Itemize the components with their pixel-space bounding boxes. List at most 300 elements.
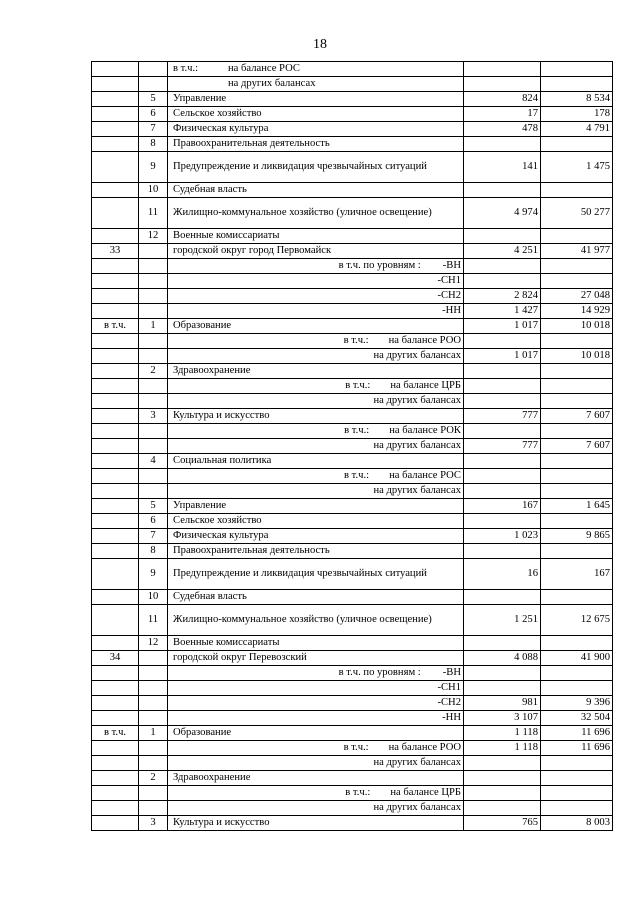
table-row — [92, 122, 613, 137]
row-group-cell: в т.ч. — [92, 726, 139, 741]
table-row — [92, 499, 613, 514]
value-cell-2 — [541, 484, 613, 499]
table-row — [92, 334, 613, 349]
row-group-cell — [92, 439, 139, 454]
value-cell-1 — [464, 229, 541, 244]
row-group-cell — [92, 711, 139, 726]
row-label: на балансе ЦРБ — [390, 787, 461, 798]
row-label-cell — [168, 183, 464, 198]
row-label: Культура и искусство — [173, 817, 270, 828]
row-label-cell — [168, 62, 464, 77]
row-group-cell — [92, 816, 139, 831]
row-label: Сельское хозяйство — [173, 108, 262, 119]
value-cell-2 — [541, 544, 613, 559]
value-cell-2 — [541, 786, 613, 801]
row-group-cell — [92, 274, 139, 289]
row-number-cell — [139, 259, 168, 274]
row-group-cell — [92, 484, 139, 499]
value-cell-2: 11 696 — [541, 741, 613, 756]
row-label: на других балансах — [373, 440, 461, 451]
row-number-cell: 9 — [139, 152, 168, 183]
row-number-cell: 2 — [139, 364, 168, 379]
value-cell-1 — [464, 454, 541, 469]
row-label: -СН2 — [437, 290, 461, 301]
row-group-cell — [92, 514, 139, 529]
table-row — [92, 484, 613, 499]
table-row — [92, 756, 613, 771]
table-row — [92, 544, 613, 559]
row-label: на балансе РОК — [389, 425, 461, 436]
value-cell-2: 10 018 — [541, 319, 613, 334]
row-group-cell — [92, 544, 139, 559]
row-label: на балансе РОО — [388, 335, 461, 346]
row-label: -НН — [442, 712, 461, 723]
row-label: Социальная политика — [173, 455, 272, 466]
row-label-cell — [168, 590, 464, 605]
row-label-cell — [168, 319, 464, 334]
row-number-cell: 11 — [139, 198, 168, 229]
value-cell-1 — [464, 77, 541, 92]
value-cell-2 — [541, 681, 613, 696]
row-group-cell — [92, 152, 139, 183]
value-cell-2 — [541, 183, 613, 198]
value-cell-2 — [541, 229, 613, 244]
row-number-cell — [139, 439, 168, 454]
row-number-cell — [139, 786, 168, 801]
row-label: Образование — [173, 320, 232, 331]
row-label-cell — [168, 741, 464, 756]
value-cell-2: 178 — [541, 107, 613, 122]
table-row — [92, 726, 613, 741]
row-label: Здравоохранение — [173, 772, 251, 783]
row-group-cell — [92, 454, 139, 469]
row-number-cell — [139, 289, 168, 304]
value-cell-2: 8 534 — [541, 92, 613, 107]
value-cell-2 — [541, 454, 613, 469]
row-label-cell — [168, 274, 464, 289]
row-number-cell: 3 — [139, 409, 168, 424]
value-cell-2: 1 475 — [541, 152, 613, 183]
row-label: -ВН — [442, 260, 461, 271]
row-label: Предупреждение и ликвидация чрезвычайных ситуаций — [173, 161, 427, 172]
value-cell-2 — [541, 469, 613, 484]
value-cell-2 — [541, 259, 613, 274]
row-label: на других балансах — [373, 802, 461, 813]
row-label: Культура и искусство — [173, 410, 270, 421]
value-cell-1: 1 427 — [464, 304, 541, 319]
value-cell-2: 7 607 — [541, 409, 613, 424]
value-cell-1: 1 023 — [464, 529, 541, 544]
value-cell-1: 167 — [464, 499, 541, 514]
table-row — [92, 229, 613, 244]
row-label: на других балансах — [373, 395, 461, 406]
row-group-cell — [92, 666, 139, 681]
value-cell-2 — [541, 514, 613, 529]
row-label: Судебная власть — [173, 591, 247, 602]
value-cell-2 — [541, 77, 613, 92]
table-row — [92, 424, 613, 439]
row-label: -СН2 — [437, 697, 461, 708]
row-label: городской округ город Первомайск — [173, 245, 332, 256]
value-cell-2 — [541, 756, 613, 771]
value-cell-1 — [464, 364, 541, 379]
value-cell-2 — [541, 274, 613, 289]
row-prefix: в т.ч. по уровням : — [338, 667, 421, 678]
row-number-cell — [139, 77, 168, 92]
row-number-cell: 2 — [139, 771, 168, 786]
row-label-cell — [168, 122, 464, 137]
row-group-cell — [92, 741, 139, 756]
value-cell-2 — [541, 394, 613, 409]
row-prefix: в т.ч.: — [345, 380, 371, 391]
row-group-cell — [92, 379, 139, 394]
row-label-cell — [168, 107, 464, 122]
row-label: Судебная власть — [173, 184, 247, 195]
table-row — [92, 289, 613, 304]
row-label: Военные комиссариаты — [173, 230, 280, 241]
table-row — [92, 259, 613, 274]
value-cell-2: 14 929 — [541, 304, 613, 319]
row-label: Жилищно-коммунальное хозяйство (уличное освещение) — [173, 207, 432, 218]
page-number: 18 — [313, 37, 327, 52]
value-cell-2 — [541, 379, 613, 394]
value-cell-1 — [464, 259, 541, 274]
value-cell-2: 41 900 — [541, 651, 613, 666]
row-label-cell — [168, 394, 464, 409]
row-label-cell — [168, 424, 464, 439]
table-row — [92, 666, 613, 681]
row-label: на других балансах — [373, 485, 461, 496]
table-row — [92, 379, 613, 394]
value-cell-1: 765 — [464, 816, 541, 831]
table-row — [92, 244, 613, 259]
row-label-cell — [168, 259, 464, 274]
row-group-cell — [92, 529, 139, 544]
row-number-cell: 8 — [139, 137, 168, 152]
row-group-cell — [92, 696, 139, 711]
table-row — [92, 454, 613, 469]
row-label: на балансе РОО — [388, 742, 461, 753]
value-cell-2 — [541, 771, 613, 786]
value-cell-2: 4 791 — [541, 122, 613, 137]
value-cell-2 — [541, 364, 613, 379]
row-number-cell — [139, 681, 168, 696]
row-label-cell — [168, 379, 464, 394]
row-group-cell: 33 — [92, 244, 139, 259]
row-group-cell — [92, 183, 139, 198]
value-cell-1 — [464, 666, 541, 681]
row-label-cell — [168, 409, 464, 424]
value-cell-1 — [464, 636, 541, 651]
value-cell-1: 1 017 — [464, 349, 541, 364]
row-label-cell — [168, 349, 464, 364]
row-label-cell — [168, 711, 464, 726]
row-group-cell — [92, 636, 139, 651]
value-cell-2: 27 048 — [541, 289, 613, 304]
value-cell-1: 16 — [464, 559, 541, 590]
row-number-cell — [139, 424, 168, 439]
value-cell-2 — [541, 801, 613, 816]
row-group-cell — [92, 394, 139, 409]
value-cell-1: 4 088 — [464, 651, 541, 666]
table-row — [92, 529, 613, 544]
row-number-cell: 3 — [139, 816, 168, 831]
row-number-cell: 11 — [139, 605, 168, 636]
table-row — [92, 198, 613, 229]
table-row — [92, 681, 613, 696]
value-cell-2: 50 277 — [541, 198, 613, 229]
table-row — [92, 801, 613, 816]
value-cell-1 — [464, 394, 541, 409]
row-group-cell: 34 — [92, 651, 139, 666]
row-group-cell — [92, 229, 139, 244]
row-label-cell — [168, 544, 464, 559]
row-group-cell — [92, 424, 139, 439]
row-prefix: в т.ч.: — [343, 335, 369, 346]
value-cell-1 — [464, 771, 541, 786]
row-label: Физическая культура — [173, 123, 269, 134]
value-cell-1: 777 — [464, 439, 541, 454]
row-number-cell: 9 — [139, 559, 168, 590]
row-label: Правоохранительная деятельность — [173, 545, 330, 556]
value-cell-1 — [464, 801, 541, 816]
row-prefix: в т.ч.: — [344, 425, 370, 436]
row-number-cell — [139, 274, 168, 289]
row-group-cell — [92, 499, 139, 514]
row-number-cell — [139, 244, 168, 259]
row-label-cell — [168, 514, 464, 529]
row-label-cell — [168, 137, 464, 152]
value-cell-2: 32 504 — [541, 711, 613, 726]
row-prefix: в т.ч.: — [344, 470, 370, 481]
row-number-cell — [139, 711, 168, 726]
value-cell-1 — [464, 274, 541, 289]
row-label: Сельское хозяйство — [173, 515, 262, 526]
row-group-cell — [92, 349, 139, 364]
value-cell-1 — [464, 590, 541, 605]
row-group-cell — [92, 304, 139, 319]
row-label-cell — [168, 605, 464, 636]
row-number-cell — [139, 349, 168, 364]
row-label-cell — [168, 229, 464, 244]
row-group-cell — [92, 107, 139, 122]
value-cell-1: 1 251 — [464, 605, 541, 636]
row-number-cell: 4 — [139, 454, 168, 469]
value-cell-1: 1 118 — [464, 726, 541, 741]
row-label: -СН1 — [437, 682, 461, 693]
row-label: Физическая культура — [173, 530, 269, 541]
row-label: -НН — [442, 305, 461, 316]
row-label: Образование — [173, 727, 232, 738]
row-group-cell — [92, 364, 139, 379]
row-group-cell — [92, 62, 139, 77]
table-row — [92, 92, 613, 107]
row-number-cell: 1 — [139, 319, 168, 334]
value-cell-1: 3 107 — [464, 711, 541, 726]
row-group-cell — [92, 681, 139, 696]
row-number-cell — [139, 62, 168, 77]
table-row — [92, 741, 613, 756]
row-label: Предупреждение и ликвидация чрезвычайных ситуаций — [173, 568, 427, 579]
value-cell-2: 11 696 — [541, 726, 613, 741]
row-group-cell — [92, 771, 139, 786]
row-number-cell: 7 — [139, 529, 168, 544]
value-cell-2 — [541, 424, 613, 439]
table-row — [92, 605, 613, 636]
row-group-cell — [92, 786, 139, 801]
value-cell-2: 8 003 — [541, 816, 613, 831]
row-label: на балансе ЦРБ — [390, 380, 461, 391]
row-group-cell — [92, 801, 139, 816]
row-label: на других балансах — [228, 78, 316, 89]
row-prefix: в т.ч.: — [173, 63, 199, 74]
row-number-cell — [139, 484, 168, 499]
row-group-cell — [92, 198, 139, 229]
row-label-cell — [168, 651, 464, 666]
value-cell-1: 478 — [464, 122, 541, 137]
table-row — [92, 152, 613, 183]
row-number-cell — [139, 651, 168, 666]
row-label-cell — [168, 92, 464, 107]
row-number-cell — [139, 756, 168, 771]
value-cell-1 — [464, 514, 541, 529]
row-number-cell: 5 — [139, 92, 168, 107]
row-label: на балансе РОС — [389, 470, 461, 481]
row-group-cell: в т.ч. — [92, 319, 139, 334]
row-number-cell — [139, 696, 168, 711]
value-cell-2: 10 018 — [541, 349, 613, 364]
row-number-cell — [139, 741, 168, 756]
row-group-cell — [92, 756, 139, 771]
table-row — [92, 304, 613, 319]
value-cell-1: 4 974 — [464, 198, 541, 229]
row-label: на других балансах — [373, 757, 461, 768]
table-row — [92, 786, 613, 801]
value-cell-1 — [464, 484, 541, 499]
row-number-cell — [139, 334, 168, 349]
value-cell-1: 1 017 — [464, 319, 541, 334]
table-row — [92, 771, 613, 786]
table-row — [92, 816, 613, 831]
table-body — [92, 62, 613, 831]
row-number-cell — [139, 394, 168, 409]
table-row — [92, 651, 613, 666]
table-row — [92, 62, 613, 77]
value-cell-2 — [541, 636, 613, 651]
row-number-cell: 10 — [139, 590, 168, 605]
value-cell-2: 12 675 — [541, 605, 613, 636]
row-prefix: в т.ч.: — [343, 742, 369, 753]
table-row — [92, 319, 613, 334]
row-label-cell — [168, 636, 464, 651]
row-group-cell — [92, 334, 139, 349]
value-cell-1 — [464, 137, 541, 152]
table-row — [92, 274, 613, 289]
value-cell-1: 777 — [464, 409, 541, 424]
value-cell-1: 824 — [464, 92, 541, 107]
row-label-cell — [168, 771, 464, 786]
value-cell-2 — [541, 137, 613, 152]
row-label-cell — [168, 198, 464, 229]
row-group-cell — [92, 559, 139, 590]
row-group-cell — [92, 409, 139, 424]
table-row — [92, 77, 613, 92]
row-label-cell — [168, 484, 464, 499]
row-group-cell — [92, 122, 139, 137]
row-number-cell: 12 — [139, 229, 168, 244]
row-label: Жилищно-коммунальное хозяйство (уличное освещение) — [173, 614, 432, 625]
row-label-cell — [168, 529, 464, 544]
row-group-cell — [92, 259, 139, 274]
row-label-cell — [168, 816, 464, 831]
table-row — [92, 364, 613, 379]
table-row — [92, 409, 613, 424]
row-group-cell — [92, 77, 139, 92]
row-label-cell — [168, 756, 464, 771]
table-row — [92, 439, 613, 454]
row-label-cell — [168, 801, 464, 816]
row-label-cell — [168, 244, 464, 259]
table-row — [92, 636, 613, 651]
row-label-cell — [168, 469, 464, 484]
row-label: городской округ Перевозский — [173, 652, 307, 663]
value-cell-1 — [464, 469, 541, 484]
row-label: Здравоохранение — [173, 365, 251, 376]
row-label-cell — [168, 666, 464, 681]
row-label-cell — [168, 454, 464, 469]
row-label: на других балансах — [373, 350, 461, 361]
row-label-cell — [168, 334, 464, 349]
row-label: -СН1 — [437, 275, 461, 286]
value-cell-1 — [464, 756, 541, 771]
row-label-cell — [168, 304, 464, 319]
row-number-cell: 7 — [139, 122, 168, 137]
row-number-cell — [139, 379, 168, 394]
table-row — [92, 349, 613, 364]
value-cell-1: 4 251 — [464, 244, 541, 259]
table-row — [92, 183, 613, 198]
value-cell-1 — [464, 544, 541, 559]
row-group-cell — [92, 469, 139, 484]
row-group-cell — [92, 137, 139, 152]
table-row — [92, 137, 613, 152]
value-cell-2: 9 396 — [541, 696, 613, 711]
row-number-cell — [139, 666, 168, 681]
row-number-cell — [139, 469, 168, 484]
row-label-cell — [168, 289, 464, 304]
row-number-cell: 6 — [139, 514, 168, 529]
table-row — [92, 696, 613, 711]
table-row — [92, 469, 613, 484]
row-group-cell — [92, 92, 139, 107]
value-cell-1 — [464, 183, 541, 198]
row-prefix: в т.ч.: — [345, 787, 371, 798]
row-number-cell: 6 — [139, 107, 168, 122]
value-cell-1 — [464, 62, 541, 77]
row-group-cell — [92, 289, 139, 304]
value-cell-2 — [541, 334, 613, 349]
row-label-cell — [168, 786, 464, 801]
row-number-cell: 12 — [139, 636, 168, 651]
row-number-cell: 5 — [139, 499, 168, 514]
value-cell-1: 981 — [464, 696, 541, 711]
row-label-cell — [168, 152, 464, 183]
table-row — [92, 394, 613, 409]
value-cell-1 — [464, 681, 541, 696]
value-cell-2: 167 — [541, 559, 613, 590]
row-label-cell — [168, 499, 464, 514]
row-group-cell — [92, 590, 139, 605]
